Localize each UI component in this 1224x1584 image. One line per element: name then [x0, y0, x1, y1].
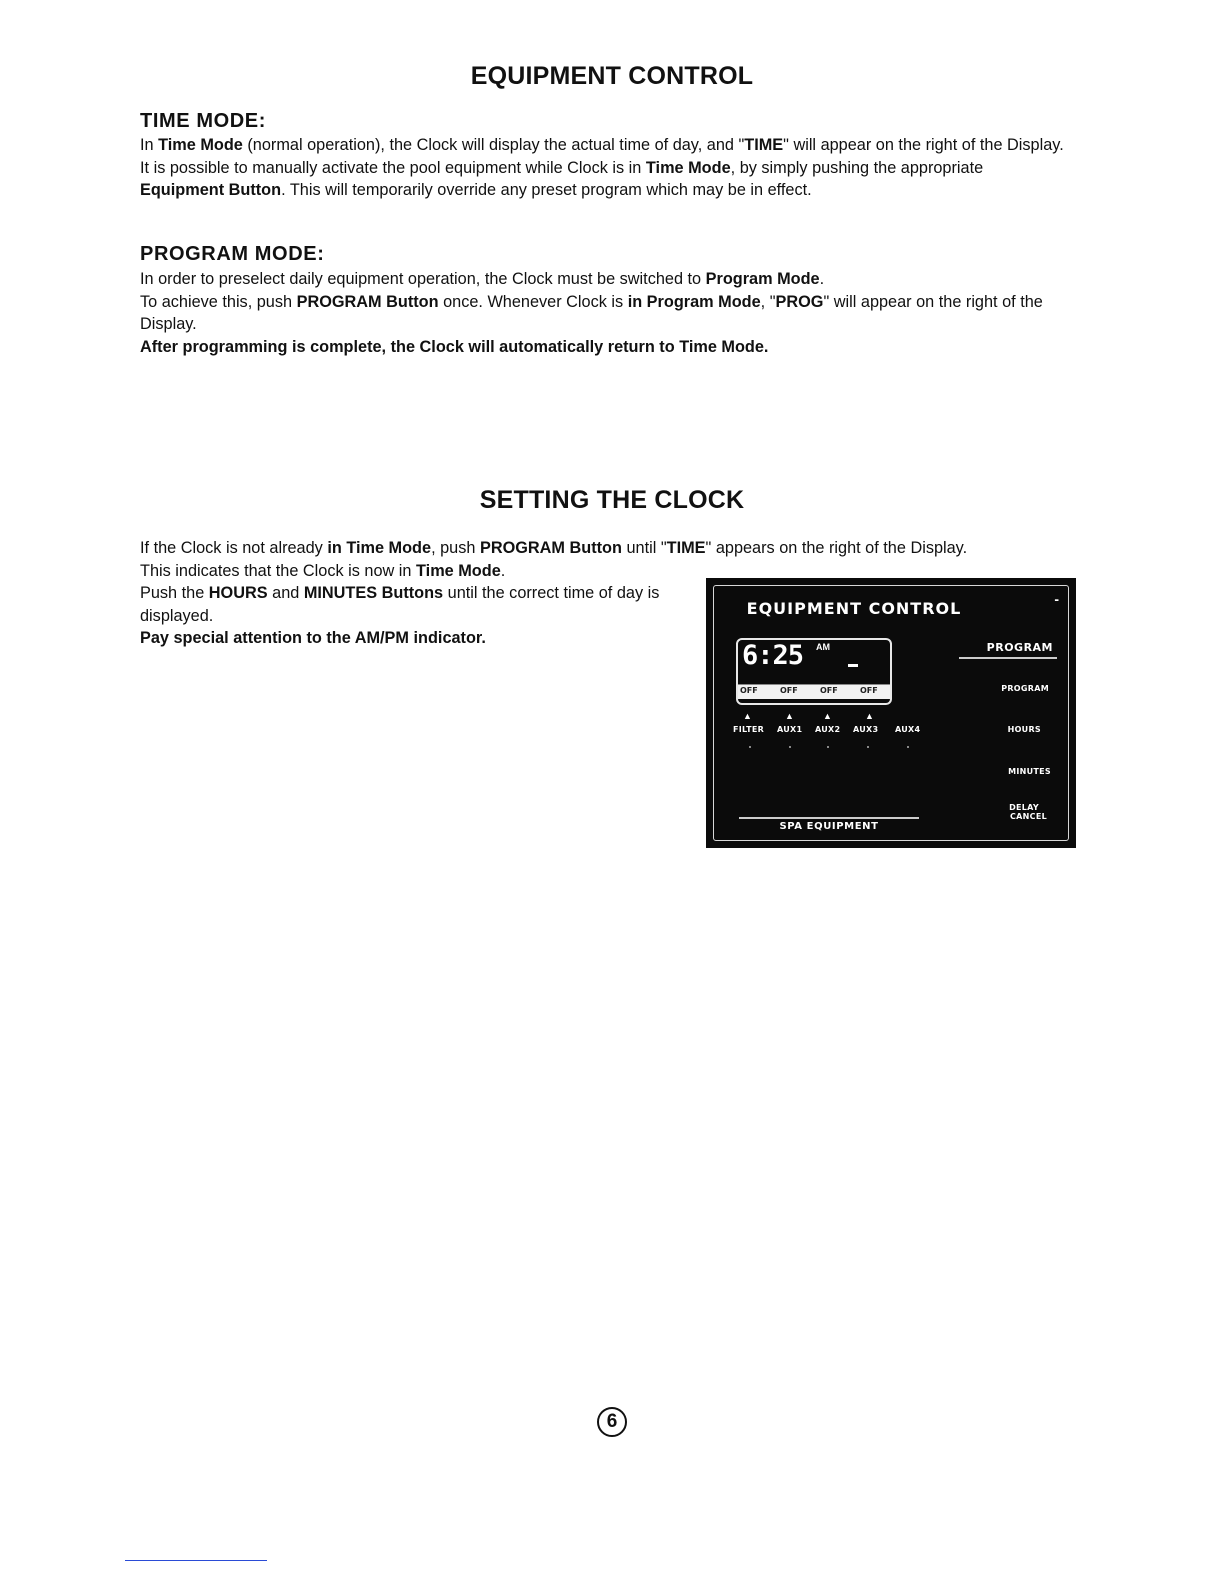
footer-rule [125, 1560, 267, 1561]
program-button-label: PROGRAM [1001, 684, 1049, 693]
program-mode-text [140, 268, 1080, 358]
spa-divider [739, 817, 919, 819]
setting-clock-paragraph-3: Push the HOURS and MINUTES Buttons until the correct time of day is displayed. [140, 584, 660, 625]
program-mode-paragraph-3: After programming is complete, the Clock will automatically return to Time Mode. [140, 337, 769, 356]
equipment-button-filter: FILTER [733, 725, 765, 734]
time-mode-paragraph-2: It is possible to manually activate the pool equipment while Clock is in Time Mode, by simply pushing the appropriate Equipment Button. This will temporarily override any preset program which may be in effect. [140, 158, 984, 199]
lcd-display [736, 638, 892, 705]
heading-time-mode: TIME MODE: [140, 110, 266, 132]
arrow-up-icon: ▲ [865, 711, 874, 721]
setting-clock-paragraph-2: This indicates that the Clock is now in Time Mode. [140, 561, 506, 580]
lcd-status-aux3: OFF [860, 686, 878, 695]
arrow-up-icon: ▲ [785, 711, 794, 721]
lcd-time: 6:25 [742, 640, 804, 671]
program-divider [959, 657, 1057, 659]
spa-equipment-label: SPA EQUIPMENT [779, 821, 879, 832]
page-number: 6 [597, 1407, 627, 1437]
arrow-up-icon: ▲ [743, 711, 752, 721]
arrow-up-icon: ▲ [823, 711, 832, 721]
setting-clock-paragraph-1: If the Clock is not already in Time Mode, push PROGRAM Button until "TIME" appears on the right of the Display. [140, 539, 968, 557]
heading-program-mode: PROGRAM MODE: [140, 243, 325, 265]
lcd-status-row [738, 684, 890, 699]
setting-clock-text-1 [140, 537, 1090, 582]
program-mode-paragraph-1: In order to preselect daily equipment operation, the Clock must be switched to Program Mode. [140, 270, 825, 288]
program-mode-paragraph-2: To achieve this, push PROGRAM Button once. Whenever Clock is in Program Mode, "PROG" will appear on the right of the Display. [140, 292, 1043, 333]
setting-clock-text-2 [140, 582, 680, 650]
equipment-control-panel-illustration [706, 578, 1076, 848]
lcd-status-filter: OFF [740, 686, 758, 695]
cancel-button-label: CANCEL [1010, 812, 1047, 821]
panel-title: EQUIPMENT CONTROL [746, 599, 962, 618]
minutes-button-label: MINUTES [1008, 767, 1051, 776]
equipment-button-aux3: AUX3 [853, 725, 879, 734]
lcd-mode-indicator [848, 664, 858, 667]
button-dot [789, 746, 791, 748]
time-mode-text [140, 134, 1080, 202]
program-section-header: PROGRAM [986, 641, 1053, 654]
equipment-button-aux4: AUX4 [895, 725, 921, 734]
section-title-setting-the-clock: SETTING THE CLOCK [479, 486, 745, 514]
lcd-status-aux2: OFF [820, 686, 838, 695]
setting-clock-paragraph-4: Pay special attention to the AM/PM indicator. [140, 629, 486, 647]
time-mode-paragraph-1: In Time Mode (normal operation), the Clock will display the actual time of day, and "TIME" will appear on the right of the Display. [140, 136, 1064, 154]
button-dot [749, 746, 751, 748]
delay-button-label: DELAY [1009, 803, 1039, 812]
lcd-status-aux1: OFF [780, 686, 798, 695]
lcd-am-pm-indicator: AM [816, 642, 830, 652]
equipment-button-aux2: AUX2 [815, 725, 841, 734]
hours-button-label: HOURS [1007, 725, 1041, 734]
panel-dash: - [1054, 591, 1059, 607]
button-dot [867, 746, 869, 748]
button-dot [907, 746, 909, 748]
equipment-button-aux1: AUX1 [777, 725, 803, 734]
button-dot [827, 746, 829, 748]
section-title-equipment-control: EQUIPMENT CONTROL [470, 62, 754, 90]
